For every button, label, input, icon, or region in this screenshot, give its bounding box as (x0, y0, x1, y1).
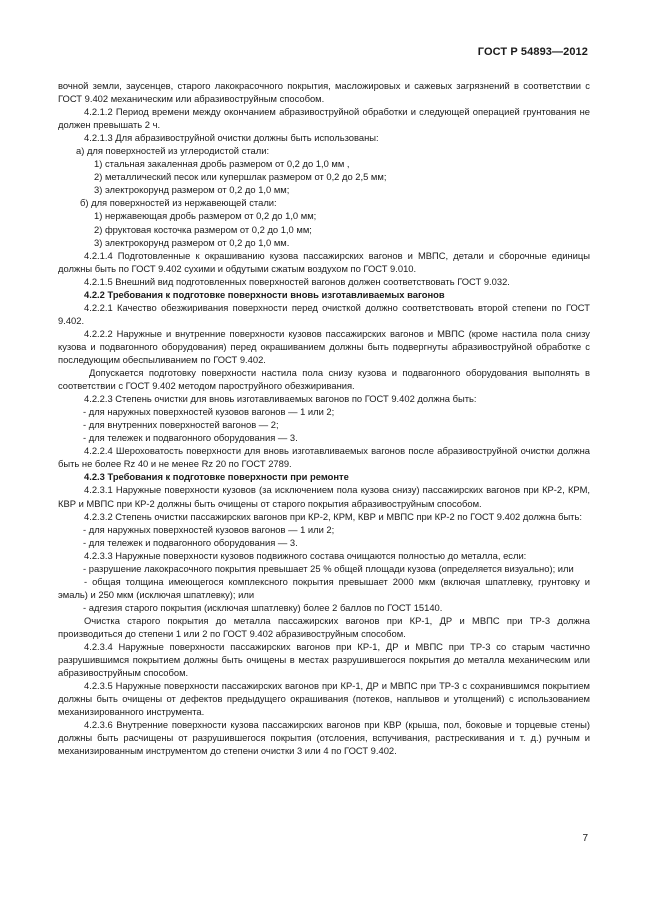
paragraph: 4.2.2.1 Качество обезжиривания поверхности перед очисткой должно соответствовать второй степени по ГОСТ 9.402. (58, 301, 590, 326)
paragraph: 1) стальная закаленная дробь размером от 0,2 до 1,0 мм , (94, 158, 350, 170)
paragraph: - для наружных поверхностей кузовов вагонов — 1 или 2; (83, 523, 335, 535)
paragraph: - для внутренних поверхностей вагонов — 2; (83, 419, 279, 431)
paragraph: - для тележек и подвагонного оборудования — 3. (83, 432, 298, 444)
paragraph: 4.2.3.4 Наружные поверхности пассажирских вагонов при КР-1, ДР и МВПС при ТР-3 со старым частично разрушившимся покрытием должны быть очищены в местах разрушившегося покрытия до металла механическим или абразивоструйным способом. (58, 641, 590, 679)
document-header: ГОСТ Р 54893—2012 (477, 46, 588, 58)
paragraph: Допускается подготовку поверхности настила пола снизу кузова и подвагонного оборудования выполнять в соответствии с ГОСТ 9.402 методом пароструйного обезжиривания. (58, 367, 590, 392)
paragraph: 4.2.2.2 Наружные и внутренние поверхности кузовов пассажирских вагонов и МВПС (кроме настила пола снизу кузова и подвагонного оборудования) перед окрашиванием должны быть подвергнуты абразивоструйной обработке с последующим обеспыливанием по ГОСТ 9.402. (58, 327, 590, 365)
paragraph: 4.2.3.5 Наружные поверхности пассажирских вагонов при КР-1, ДР и МВПС при ТР-3 с сохранившимся покрытием должны быть очищены от дефектов предыдущего окрашивания (потеков, наплывов и утолщений) с использованием механизированного инструмента. (58, 680, 590, 718)
paragraph: - для наружных поверхностей кузовов вагонов — 1 или 2; (83, 406, 335, 418)
paragraph: - общая толщина имеющегося комплексного покрытия превышает 2000 мкм (включая шпатлевку, грунтовку и эмаль) и 250 мкм (исключая шпатлевку); или (58, 575, 590, 600)
paragraph: 4.2.1.3 Для абразивоструйной очистки должны быть использованы: (84, 132, 379, 144)
section-heading: 4.2.3 Требования к подготовке поверхности при ремонте (84, 471, 349, 483)
paragraph: б) для поверхностей из нержавеющей стали: (80, 197, 277, 209)
paragraph: - для тележек и подвагонного оборудования — 3. (83, 536, 298, 548)
paragraph: 4.2.1.5 Внешний вид подготовленных поверхностей вагонов должен соответствовать ГОСТ 9.032. (84, 275, 510, 287)
paragraph: 3) электрокорунд размером от 0,2 до 1,0 мм. (94, 236, 290, 248)
paragraph: - разрушение лакокрасочного покрытия превышает 25 % общей площади кузова (определяется визуально); или (83, 562, 574, 574)
paragraph: 4.2.1.4 Подготовленные к окрашиванию кузова пассажирских вагонов и МВПС, детали и сборочные единицы должны быть по ГОСТ 9.402 сухими и обдутыми сжатым воздухом по ГОСТ 9.010. (58, 249, 590, 274)
paragraph: 4.2.2.3 Степень очистки для вновь изготавливаемых вагонов по ГОСТ 9.402 должна быть: (84, 393, 477, 405)
paragraph: 3) электрокорунд размером от 0,2 до 1,0 мм; (94, 184, 290, 196)
paragraph: 4.2.3.3 Наружные поверхности кузовов подвижного состава очищаются полностью до металла, если: (84, 549, 527, 561)
paragraph: - адгезия старого покрытия (исключая шпатлевку) более 2 баллов по ГОСТ 15140. (83, 601, 443, 613)
paragraph: 4.2.1.2 Период времени между окончанием абразивоструйной обработки и следующей операцией грунтования не должен превышать 2 ч. (58, 106, 590, 131)
paragraph: 4.2.3.6 Внутренние поверхности кузова пассажирских вагонов при КВР (крыша, пол, боковые и торцевые стены) должны быть расчищены от разрушившегося покрытия (отслоения, вспучивания, растрескивания и т. д.) ручным и механизированным инструментом до степени очистки 3 или 4 по ГОСТ 9.402. (58, 719, 590, 757)
paragraph: 4.2.3.2 Степень очистки пассажирских вагонов при КР-2, КРМ, КВР и МВПС при КР-2 по ГОСТ 9.402 должна быть: (84, 510, 582, 522)
paragraph: 4.2.3.1 Наружные поверхности кузовов (за исключением пола кузова снизу) пассажирских вагонов при КР-2, КРМ, КВР и МВПС при КР-2 должны быть очищены от старого покрытия абразивоструйным способом. (58, 484, 590, 509)
page-number: 7 (582, 833, 588, 844)
document-body (58, 79, 590, 757)
paragraph: 2) фруктовая косточка размером от 0,2 до 1,0 мм; (94, 223, 312, 235)
paragraph: 2) металлический песок или купершлак размером от 0,2 до 2,5 мм; (94, 171, 387, 183)
section-heading: 4.2.2 Требования к подготовке поверхности вновь изготавливаемых вагонов (84, 288, 445, 300)
paragraph: 4.2.2.4 Шероховатость поверхности для вновь изготавливаемых вагонов после абразивоструйной очистки должна быть не более Rz 40 и не менее Rz 20 по ГОСТ 2789. (58, 445, 590, 470)
paragraph: 1) нержавеющая дробь размером от 0,2 до 1,0 мм; (94, 210, 317, 222)
paragraph: а) для поверхностей из углеродистой стали: (76, 145, 270, 157)
paragraph: вочной земли, заусенцев, старого лакокрасочного покрытия, масложировых и сажевых загрязнений в соответствии с ГОСТ 9.402 механическим или абразивоструйным способом. (58, 80, 590, 105)
paragraph: Очистка старого покрытия до металла пассажирских вагонов при КР-1, ДР и МВПС при ТР-3 должна производиться до степени 1 или 2 по ГОСТ 9.402 абразивоструйным способом. (58, 614, 590, 639)
